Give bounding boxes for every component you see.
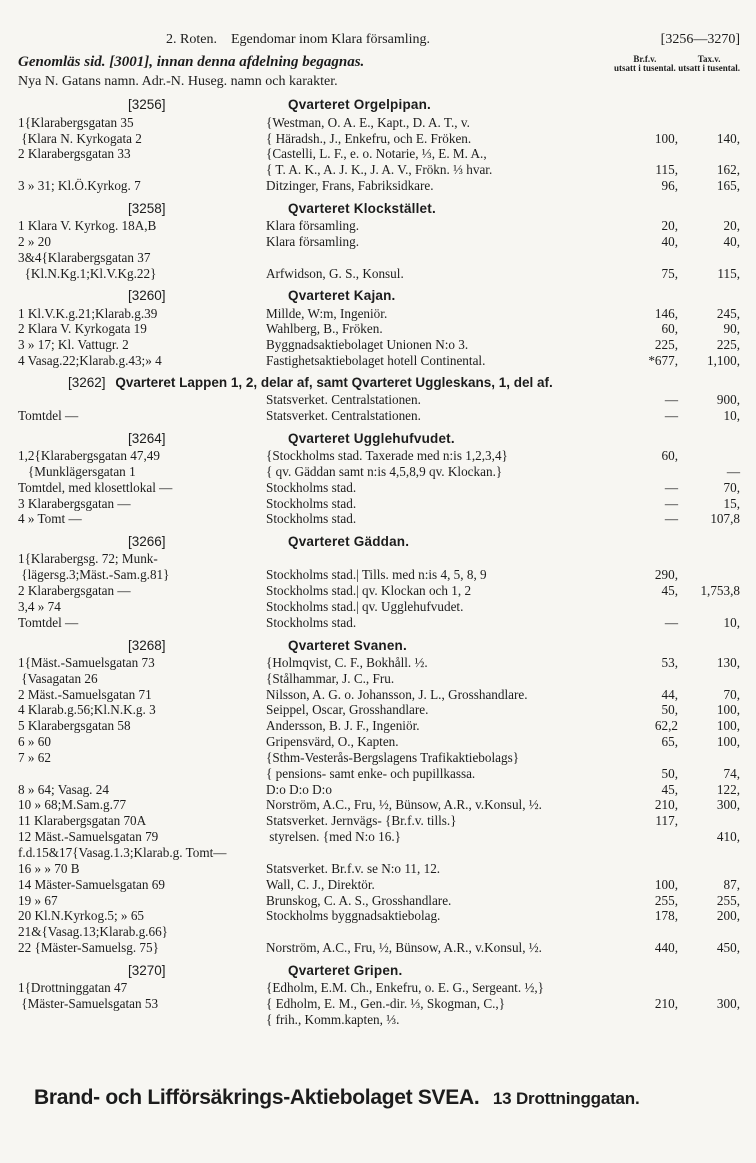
owner-cell: Arfwidson, G. S., Konsul. <box>266 265 404 281</box>
table-row <box>18 687 740 703</box>
table-row <box>18 583 740 599</box>
table-row <box>18 408 740 424</box>
subheader <box>18 53 740 74</box>
tax-value-cell: 74, <box>723 765 740 781</box>
address-cell: 6 » 60 <box>18 734 51 750</box>
owner-cell: {Holmqvist, C. F., Bokhåll. ½. <box>266 654 428 670</box>
address-cell: 14 Mäster-Samuelsgatan 69 <box>18 876 165 892</box>
tax-value-cell: 450, <box>716 940 740 956</box>
tax-value-cell: 90, <box>723 321 740 337</box>
fire-value-cell: 44, <box>661 686 678 702</box>
owner-cell: Statsverket. Br.f.v. se N:o 11, 12. <box>266 860 441 876</box>
address-cell: 4 » Tomt — <box>18 511 82 527</box>
address-cell: 22 {Mäster-Samuelsg. 75} <box>18 940 159 956</box>
address-cell: 1 Klara V. Kyrkog. 18A,B <box>18 218 157 234</box>
address-cell: 1{Klarabergsg. 72; Munk- <box>18 551 158 567</box>
address-cell: 3,4 » 74 <box>18 599 61 614</box>
fire-value-cell: 65, <box>661 734 678 750</box>
owner-cell: Brunskog, C. A. S., Grosshandlare. <box>266 892 452 908</box>
address-cell: {Vasagatan 26 <box>18 670 98 686</box>
table-row <box>18 306 740 322</box>
table-row <box>18 567 740 583</box>
owner-cell: { frih., Komm.kapten, ⅓. <box>266 1011 400 1027</box>
tax-value-cell: 255, <box>716 892 740 908</box>
table-row <box>18 353 740 369</box>
address-cell: {Kl.N.Kg.1;Kl.V.Kg.22} <box>18 265 157 281</box>
owner-cell: { pensions- samt enke- och pupillkassa. <box>266 765 476 781</box>
address-cell: 2 Klarabergsgatan — <box>18 583 131 599</box>
table-row <box>18 877 740 893</box>
tax-value-cell: 140, <box>716 130 740 146</box>
address-cell: 2 Klara V. Kyrkogata 19 <box>18 321 147 337</box>
address-cell: 4 Vasag.22;Klarab.g.43;» 4 <box>18 353 162 369</box>
table-row <box>18 496 740 512</box>
tax-value-cell: 245, <box>716 305 740 321</box>
tax-value-cell: 10, <box>723 614 740 630</box>
address-cell: 1{Klarabergsgatan 35 <box>18 114 134 130</box>
tax-value-cell: 20, <box>723 218 740 234</box>
section-name: Qvarteret Lappen 1, 2, delar af, samt Qvarteret Uggleskans, 1, del af. <box>115 375 553 390</box>
owner-cell: Stockholms stad.| qv. Ugglehufvudet. <box>266 599 464 614</box>
owner-cell: Stockholms stad. <box>266 479 357 495</box>
address-cell: 20 Kl.N.Kyrkog.5; » 65 <box>18 908 145 924</box>
owner-cell: {Stålhammar, J. C., Fru. <box>266 670 395 686</box>
section-header <box>18 375 740 391</box>
tax-value-cell: 410, <box>716 829 740 845</box>
owner-cell: Fastighetsaktiebolaget hotell Continental. <box>266 353 486 369</box>
fire-value-cell: 60, <box>661 321 678 337</box>
tax-value-cell: 1,100, <box>707 353 740 369</box>
fire-value-cell: 100, <box>654 876 678 892</box>
owner-cell: Norström, A.C., Fru, ½, Bünsow, A.R., v.Konsul, ½. <box>266 940 542 956</box>
table-row <box>18 599 740 615</box>
address-cell: {Munklägersgatan 1 <box>18 463 136 479</box>
tax-value-cell: 130, <box>716 654 740 670</box>
section-name: Qvarteret Gäddan. <box>288 534 410 550</box>
fire-value-cell: 40, <box>661 233 678 249</box>
section-code: [3260] <box>128 288 166 304</box>
owner-cell: D:o D:o D:o <box>266 781 332 797</box>
table-row <box>18 813 740 829</box>
fire-value-cell: 115, <box>655 162 678 178</box>
fire-value-cell: 117, <box>655 813 678 829</box>
table-row <box>18 266 740 282</box>
address-cell: 5 Klarabergsgatan 58 <box>18 718 131 734</box>
fire-value-cell: 225, <box>654 337 678 353</box>
subheader-title: Genomläs sid. [3001], innan denna afdelning begagnas. <box>18 53 365 70</box>
table-row <box>18 178 740 194</box>
tax-value-cell: 100, <box>716 702 740 718</box>
tax-value-cell: 165, <box>716 178 740 194</box>
tax-value-cell: 122, <box>716 781 740 797</box>
section-code: [3258] <box>128 200 166 216</box>
table-row <box>18 996 740 1012</box>
owner-cell: Statsverket. Centralstationen. <box>266 392 421 408</box>
table-row <box>18 511 740 527</box>
address-cell: f.d.15&17{Vasag.1.3;Klarab.g. Tomt— <box>18 845 227 860</box>
address-cell: 1 Kl.V.K.g.21;Klarab.g.39 <box>18 305 158 321</box>
address-cell: 7 » 62 <box>18 749 51 765</box>
table-row <box>18 464 740 480</box>
tax-value-cell: 15, <box>723 495 740 511</box>
col2-label: Tax.v. <box>697 53 721 64</box>
col1-label: Br.f.v. <box>633 53 657 64</box>
address-cell: {Klara N. Kyrkogata 2 <box>18 130 142 146</box>
table-row <box>18 718 740 734</box>
owner-cell: { Häradsh., J., Enkefru, och E. Fröken. <box>266 130 472 146</box>
section-code: [3266] <box>128 534 166 550</box>
footer-address: 13 Drottninggatan. <box>492 1089 640 1108</box>
tax-value-cell: 162, <box>716 162 740 178</box>
owner-cell: Stockholms stad. <box>266 511 357 527</box>
address-cell: 1{Drottninggatan 47 <box>18 980 128 996</box>
address-cell: 2 Klarabergsgatan 33 <box>18 146 131 162</box>
fire-value-cell: — <box>664 495 678 511</box>
section-header <box>18 431 740 447</box>
owner-cell: {Stockholms stad. Taxerade med n:is 1,2,3,4} <box>266 448 508 464</box>
owner-cell: Andersson, B. J. F., Ingeniör. <box>266 718 420 734</box>
table-row <box>18 766 740 782</box>
owner-cell: styrelsen. {med N:o 16.} <box>266 829 401 845</box>
sections-group-a <box>18 97 740 369</box>
owner-cell: Stockholms stad. <box>266 495 357 511</box>
tax-value-cell: 87, <box>723 876 740 892</box>
table-row <box>18 893 740 909</box>
tax-value-cell: — <box>726 463 740 479</box>
section-name: Qvarteret Klockstället. <box>288 200 436 216</box>
owner-cell: { T. A. K., A. J. K., J. A. V., Frökn. ⅓ hvar. <box>266 162 493 178</box>
address-cell: 3&4{Klarabergsgatan 37 <box>18 249 151 265</box>
header-mid: Egendomar inom Klara församling. <box>230 32 431 47</box>
fire-value-cell: 45, <box>661 781 678 797</box>
owner-cell: {Westman, O. A. E., Kapt., D. A. T., v. <box>266 114 470 130</box>
owner-cell: Nilsson, A. G. o. Johansson, J. L., Grosshandlare. <box>266 686 528 702</box>
section-header <box>18 288 740 304</box>
table-row <box>18 250 740 266</box>
fire-value-cell: 45, <box>661 583 678 599</box>
tax-value-cell: 300, <box>716 797 740 813</box>
owner-cell: Norström, A.C., Fru, ½, Bünsow, A.R., v.Konsul, ½. <box>266 797 542 813</box>
owner-cell: {Edholm, E.M. Ch., Enkefru, o. E. G., Sergeant. ½,} <box>266 980 544 996</box>
table-row <box>18 861 740 877</box>
table-row <box>18 782 740 798</box>
tax-value-cell: 70, <box>723 479 740 495</box>
tax-value-cell: 100, <box>716 734 740 750</box>
address-cell: 2 Mäst.-Samuelsgatan 71 <box>18 686 152 702</box>
table-row <box>18 908 740 924</box>
owner-cell: Stockholms stad.| Tills. med n:is 4, 5, 8, 9 <box>266 567 487 583</box>
address-cell: 1{Mäst.-Samuelsgatan 73 <box>18 654 155 670</box>
fire-value-cell: 62,2 <box>654 718 678 734</box>
table-row <box>18 448 740 464</box>
address-cell: {lägersg.3;Mäst.-Sam.g.81} <box>18 567 170 583</box>
table-row <box>18 734 740 750</box>
table-row <box>18 940 740 956</box>
tax-value-cell: 225, <box>716 337 740 353</box>
sections-group-b <box>18 431 740 1028</box>
address-cell: 19 » 67 <box>18 892 58 908</box>
table-row <box>18 551 740 567</box>
tax-value-cell: 900, <box>716 392 740 408</box>
section-header <box>18 97 740 113</box>
owner-cell: Byggnadsaktiebolaget Unionen N:o 3. <box>266 337 469 353</box>
owner-cell: {Castelli, L. F., e. o. Notarie, ⅓, E. M. A., <box>266 146 487 162</box>
tax-value-cell: 10, <box>723 408 740 424</box>
fire-value-cell: 146, <box>654 305 678 321</box>
fire-value-cell: 210, <box>654 995 678 1011</box>
fire-value-cell: 290, <box>654 567 678 583</box>
tax-value-cell: 40, <box>723 233 740 249</box>
page-header <box>18 32 740 49</box>
table-row <box>18 131 740 147</box>
tax-value-cell: 100, <box>716 718 740 734</box>
address-cell: 3 Klarabergsgatan — <box>18 495 131 511</box>
address-cell: 11 Klarabergsgatan 70A <box>18 813 147 829</box>
fire-value-cell: 255, <box>654 892 678 908</box>
tax-value-cell: 107,8 <box>710 511 740 527</box>
address-cell: 21&{Vasag.13;Klarab.g.66} <box>18 924 168 940</box>
address-cell: Tomtdel, med klosettlokal — <box>18 479 173 495</box>
fire-value-cell: — <box>664 408 678 424</box>
tax-value-cell: 70, <box>723 686 740 702</box>
owner-cell: Ditzinger, Frans, Fabriksidkare. <box>266 178 434 194</box>
owner-cell: Statsverket. Jernvägs- {Br.f.v. tills.} <box>266 813 457 829</box>
address-cell: 12 Mäst.-Samuelsgatan 79 <box>18 829 159 845</box>
table-row <box>18 115 740 131</box>
fire-value-cell: — <box>664 511 678 527</box>
table-row <box>18 162 740 178</box>
header-right: [3256—3270] <box>660 32 740 47</box>
header-left: 2. Roten. <box>166 32 217 47</box>
legend-text: Nya N. Gatans namn. Adr.-N. Huseg. namn och karakter. <box>18 73 338 89</box>
table-row <box>18 829 740 845</box>
fire-value-cell: — <box>664 392 678 408</box>
fire-value-cell: 100, <box>654 130 678 146</box>
fire-value-cell: 440, <box>654 940 678 956</box>
table-row <box>18 980 740 996</box>
section-code: [3270] <box>128 962 166 978</box>
fire-value-cell: 96, <box>661 178 678 194</box>
owner-cell: Statsverket. Centralstationen. <box>266 408 421 424</box>
unit-label: utsatt i tusental. <box>614 63 676 74</box>
table-row <box>18 655 740 671</box>
address-cell: 3 » 31; Kl.Ö.Kyrkog. 7 <box>18 178 141 194</box>
footer-company: Brand- och Lifförsäkrings-Aktiebolaget SVEA. <box>34 1086 480 1109</box>
section-header <box>18 963 740 979</box>
table-row <box>18 924 740 940</box>
owner-cell: { Edholm, E. M., Gen.-dir. ⅓, Skogman, C.,} <box>266 995 506 1011</box>
address-cell: 3 » 17; Kl. Vattugr. 2 <box>18 337 129 353</box>
unit-label-2: utsatt i tusental. <box>678 63 740 74</box>
table-row <box>18 797 740 813</box>
fire-value-cell: — <box>664 614 678 630</box>
fire-value-cell: 60, <box>661 448 678 464</box>
table-row <box>18 234 740 250</box>
table-row <box>18 218 740 234</box>
section-header <box>18 201 740 217</box>
owner-cell: Klara församling. <box>266 233 360 249</box>
fire-value-cell: 53, <box>661 654 678 670</box>
address-cell: 2 » 20 <box>18 233 51 249</box>
fire-value-cell: 210, <box>654 797 678 813</box>
fire-value-cell: 50, <box>661 702 678 718</box>
section-header <box>18 534 740 550</box>
table-row <box>18 702 740 718</box>
section-code: [3268] <box>128 637 166 653</box>
owner-cell: Stockholms byggnadsaktiebolag. <box>266 908 441 924</box>
owner-cell: Millde, W:m, Ingeniör. <box>266 305 388 321</box>
owner-cell: {Sthm-Vesterås-Bergslagens Trafikaktiebolags} <box>266 749 520 765</box>
section-name: Qvarteret Svanen. <box>288 637 407 653</box>
table-row <box>18 750 740 766</box>
section-header <box>18 638 740 654</box>
fire-value-cell: 75, <box>661 265 678 281</box>
address-cell: 10 » 68;M.Sam.g.77 <box>18 797 127 813</box>
fire-value-cell: — <box>664 479 678 495</box>
table-row <box>18 337 740 353</box>
address-cell: 1,2{Klarabergsgatan 47,49 <box>18 448 160 464</box>
tax-value-cell: 200, <box>716 908 740 924</box>
tax-value-cell: 300, <box>716 995 740 1011</box>
table-row <box>18 671 740 687</box>
table-row <box>18 146 740 162</box>
owner-cell: Wall, C. J., Direktör. <box>266 876 375 892</box>
owner-cell: Gripensvärd, O., Kapten. <box>266 734 399 750</box>
section-code: [3256] <box>128 97 166 113</box>
section-name: Qvarteret Ugglehufvudet. <box>288 430 455 446</box>
section-code: [3264] <box>128 430 166 446</box>
column-legend <box>18 74 740 91</box>
table-row <box>18 615 740 631</box>
tax-value-cell: 115, <box>717 265 740 281</box>
section-name: Qvarteret Gripen. <box>288 962 403 978</box>
section-name: Qvarteret Orgelpipan. <box>288 97 431 113</box>
footer-advert <box>34 1085 640 1110</box>
section-code: [3262] <box>68 375 106 390</box>
address-cell: Tomtdel — <box>18 614 79 630</box>
owner-cell: Wahlberg, B., Fröken. <box>266 321 383 337</box>
fire-value-cell: *677, <box>648 353 678 369</box>
section-name: Qvarteret Kajan. <box>288 288 396 304</box>
directory-page <box>18 32 740 1028</box>
address-cell: 8 » 64; Vasag. 24 <box>18 781 109 797</box>
table-row <box>18 321 740 337</box>
fire-value-cell: 20, <box>661 218 678 234</box>
tax-value-cell: 1,753,8 <box>700 583 740 599</box>
owner-cell: Seippel, Oscar, Grosshandlare. <box>266 702 429 718</box>
owner-cell: Stockholms stad. <box>266 614 357 630</box>
address-cell: 4 Klarab.g.56;Kl.N.K.g. 3 <box>18 702 156 718</box>
owner-cell: { qv. Gäddan samt n:is 4,5,8,9 qv. Klockan.} <box>266 463 503 479</box>
owner-cell: Klara församling. <box>266 218 360 234</box>
address-cell: 16 » » 70 B <box>18 860 80 876</box>
address-cell: Tomtdel — <box>18 408 79 424</box>
table-row <box>18 845 740 861</box>
table-row <box>18 392 740 408</box>
table-row <box>18 480 740 496</box>
fire-value-cell: 50, <box>661 765 678 781</box>
table-row <box>18 1012 740 1028</box>
address-cell: {Mäster-Samuelsgatan 53 <box>18 995 159 1011</box>
fire-value-cell: 178, <box>654 908 678 924</box>
wide-section-rows <box>18 392 740 424</box>
owner-cell: Stockholms stad.| qv. Klockan och 1, 2 <box>266 583 472 599</box>
